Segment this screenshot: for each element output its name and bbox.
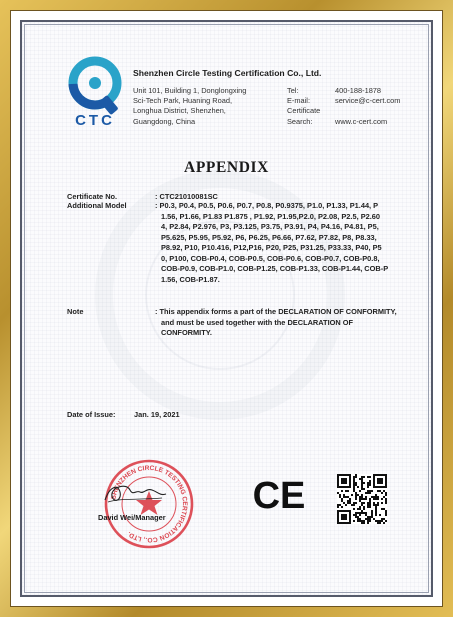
qr-module xyxy=(359,520,361,522)
model-line: COB-P0.9, COB-P1.0, COB-P1.25, COB-P1.33, COB-P1.44, COB-P xyxy=(161,264,389,273)
qr-module xyxy=(351,494,353,496)
qr-module xyxy=(363,520,365,522)
qr-module xyxy=(369,518,371,520)
contact-row-certificate xyxy=(287,106,400,116)
date-of-issue-value: Jan. 19, 2021 xyxy=(134,410,180,419)
qr-code-icon xyxy=(337,474,387,524)
stamp-text: SHENZHEN CIRCLE TESTING CERTIFICATION CO., LTD. xyxy=(110,464,189,544)
qr-module xyxy=(385,494,387,496)
qr-module xyxy=(357,520,359,522)
note-line: : This appendix forms a part of the DECLARATION OF CONFORMITY, xyxy=(155,307,397,316)
qr-module xyxy=(355,474,357,476)
qr-module xyxy=(375,496,377,498)
qr-module xyxy=(369,506,371,508)
qr-module xyxy=(347,502,349,504)
qr-module xyxy=(373,498,375,500)
address-line: Unit 101, Building 1, Donglongxing xyxy=(133,86,247,95)
additional-model-list xyxy=(155,201,402,285)
qr-module xyxy=(385,500,387,502)
qr-module xyxy=(341,490,343,492)
qr-module xyxy=(361,520,363,522)
qr-module xyxy=(355,494,357,496)
contact-label: Search: xyxy=(287,116,313,126)
qr-module xyxy=(357,512,359,514)
qr-module xyxy=(359,498,361,500)
qr-module xyxy=(353,484,355,486)
qr-module xyxy=(367,484,369,486)
qr-module xyxy=(357,508,359,510)
qr-module xyxy=(375,520,377,522)
note-line: CONFORMITY. xyxy=(161,328,212,337)
qr-module xyxy=(379,520,381,522)
qr-module xyxy=(369,516,371,518)
qr-module xyxy=(375,508,377,510)
model-line: P5.625, P5.95, P5.92, P6, P6.25, P6.66, P7.62, P7.82, P8, P8.33, xyxy=(161,232,377,242)
qr-module xyxy=(361,486,363,488)
qr-module xyxy=(383,490,385,492)
qr-module xyxy=(367,522,369,524)
qr-module xyxy=(361,522,363,524)
qr-module xyxy=(369,480,371,482)
qr-module xyxy=(353,478,355,480)
model-line: 0, P100, COB-P0.4, COB-P0.5, COB-P0.6, COB-P0.7, COB-P0.8, xyxy=(161,253,380,263)
qr-module xyxy=(385,510,387,512)
qr-module xyxy=(357,518,359,520)
qr-module xyxy=(363,506,365,508)
qr-module xyxy=(361,488,363,490)
qr-module xyxy=(343,502,345,504)
qr-module xyxy=(377,498,379,500)
qr-module xyxy=(373,504,375,506)
qr-module xyxy=(385,502,387,504)
ce-mark-text: CE xyxy=(252,475,306,514)
qr-module xyxy=(353,482,355,484)
qr-module xyxy=(353,520,355,522)
qr-module xyxy=(361,482,363,484)
contact-label: Certificate xyxy=(287,106,321,116)
qr-module xyxy=(369,484,371,486)
qr-module xyxy=(361,476,363,478)
qr-module xyxy=(361,510,363,512)
qr-module xyxy=(365,512,367,514)
qr-module xyxy=(337,506,339,508)
qr-module xyxy=(353,486,355,488)
qr-module xyxy=(359,490,361,492)
qr-module xyxy=(359,512,361,514)
qr-module xyxy=(385,492,387,494)
qr-module xyxy=(375,514,377,516)
note-label: Note xyxy=(67,307,84,316)
qr-module xyxy=(353,476,355,478)
model-line: 1.56, P1.66, P1.83 P1.875 , P1.92, P1.95,P2.0, P2.08, P2.5, P2.60 xyxy=(161,211,381,221)
qr-module xyxy=(381,518,383,520)
qr-module xyxy=(367,518,369,520)
qr-module xyxy=(347,500,349,502)
qr-module xyxy=(369,482,371,484)
qr-module xyxy=(361,512,363,514)
qr-module xyxy=(365,498,367,500)
qr-module xyxy=(375,510,377,512)
qr-module xyxy=(349,502,351,504)
qr-module xyxy=(365,514,367,516)
qr-module xyxy=(359,478,361,480)
qr-module xyxy=(367,490,369,492)
model-line: 4, P2.84, P2.976, P3, P3.125, P3.75, P3.91, P4, P4.16, P4.81, P5, xyxy=(161,222,379,231)
qr-module xyxy=(367,476,369,478)
qr-module xyxy=(365,518,367,520)
company-address xyxy=(133,86,246,127)
model-line: 1.56, COB-P1.87. xyxy=(161,274,220,284)
qr-module xyxy=(367,506,369,508)
certificate-no-value: : CTC21010081SC xyxy=(155,192,218,201)
qr-module xyxy=(385,498,387,500)
qr-module xyxy=(375,512,377,514)
qr-module xyxy=(385,512,387,514)
qr-module xyxy=(363,488,365,490)
qr-module xyxy=(379,522,381,524)
contact-label: Tel: xyxy=(287,86,299,95)
qr-module xyxy=(367,482,369,484)
qr-module xyxy=(381,520,383,522)
qr-module xyxy=(381,498,383,500)
qr-module xyxy=(341,506,343,508)
qr-module xyxy=(375,506,377,508)
contact-label: E-mail: xyxy=(287,96,310,106)
qr-module xyxy=(363,502,365,504)
contact-row-email xyxy=(287,96,400,106)
qr-module xyxy=(359,500,361,502)
company-name: Shenzhen Circle Testing Certification Co., Ltd. xyxy=(133,68,322,78)
qr-module xyxy=(383,518,385,520)
qr-module xyxy=(355,476,357,478)
qr-module xyxy=(361,498,363,500)
qr-module xyxy=(339,494,341,496)
qr-module xyxy=(381,502,383,504)
address-line: Sci-Tech Park, Huaning Road, xyxy=(133,96,233,106)
qr-module xyxy=(365,492,367,494)
qr-module xyxy=(383,496,385,498)
qr-module xyxy=(373,496,375,498)
qr-module xyxy=(363,522,365,524)
qr-module xyxy=(361,480,363,482)
qr-module xyxy=(371,512,373,514)
qr-module xyxy=(355,482,357,484)
qr-module xyxy=(361,494,363,496)
qr-module xyxy=(369,500,371,502)
qr-module xyxy=(353,502,355,504)
address-line: Guangdong, China xyxy=(133,116,196,126)
qr-module xyxy=(353,480,355,482)
note-line: and must be used together with the DECLARATION OF xyxy=(161,317,354,327)
signatory-name: David Wei/Manager xyxy=(98,513,166,522)
address-line: Longhua District, Shenzhen, xyxy=(133,106,226,116)
qr-module xyxy=(357,516,359,518)
qr-module xyxy=(353,488,355,490)
qr-module xyxy=(363,508,365,510)
contact-value: 400-188-1878 xyxy=(335,86,382,95)
qr-module xyxy=(349,500,351,502)
qr-module xyxy=(359,518,361,520)
qr-module xyxy=(363,512,365,514)
qr-module xyxy=(367,516,369,518)
qr-module xyxy=(367,492,369,494)
qr-module xyxy=(369,490,371,492)
qr-module xyxy=(371,496,373,498)
qr-module xyxy=(375,504,377,506)
qr-finder xyxy=(341,478,347,484)
qr-module xyxy=(367,486,369,488)
qr-module xyxy=(357,494,359,496)
qr-module xyxy=(383,522,385,524)
qr-module xyxy=(355,512,357,514)
date-of-issue-label: Date of Issue: xyxy=(67,410,116,419)
qr-module xyxy=(361,502,363,504)
qr-module xyxy=(359,496,361,498)
qr-module xyxy=(359,506,361,508)
model-line: P8.92, P10, P10.416, P12,P16, P20, P25, P31.25, P33.33, P40, P5 xyxy=(161,243,382,252)
qr-module xyxy=(363,482,365,484)
model-line: : P0.3, P0.4, P0.5, P0.6, P0.7, P0.8, P0.9375, P1.0, P1.33, P1.44, P xyxy=(155,201,379,210)
qr-module xyxy=(377,496,379,498)
qr-module xyxy=(371,490,373,492)
qr-module xyxy=(345,496,347,498)
qr-module xyxy=(381,492,383,494)
qr-module xyxy=(359,514,361,516)
qr-module xyxy=(349,498,351,500)
qr-module xyxy=(359,508,361,510)
qr-module xyxy=(371,514,373,516)
qr-module xyxy=(339,504,341,506)
contact-block xyxy=(287,86,400,127)
qr-module xyxy=(371,510,373,512)
qr-module xyxy=(351,504,353,506)
qr-module xyxy=(361,496,363,498)
contact-row-search xyxy=(287,117,400,127)
qr-module xyxy=(365,496,367,498)
qr-module xyxy=(355,502,357,504)
qr-module xyxy=(377,504,379,506)
qr-module xyxy=(355,484,357,486)
qr-module xyxy=(347,496,349,498)
qr-module xyxy=(357,486,359,488)
document-title: APPENDIX xyxy=(184,159,269,176)
qr-finder xyxy=(341,514,347,520)
qr-finder xyxy=(377,478,383,484)
qr-module xyxy=(361,478,363,480)
contact-row-tel xyxy=(287,86,400,96)
qr-module xyxy=(369,476,371,478)
qr-module xyxy=(373,518,375,520)
qr-module xyxy=(347,490,349,492)
qr-module xyxy=(355,516,357,518)
qr-module xyxy=(363,498,365,500)
qr-module xyxy=(343,496,345,498)
qr-module xyxy=(367,504,369,506)
note-text xyxy=(155,307,402,339)
qr-module xyxy=(381,508,383,510)
qr-module xyxy=(375,494,377,496)
qr-module xyxy=(345,504,347,506)
qr-module xyxy=(367,520,369,522)
brand-name: CTC xyxy=(75,112,115,129)
qr-module xyxy=(355,496,357,498)
qr-module xyxy=(383,508,385,510)
qr-module xyxy=(377,520,379,522)
qr-module xyxy=(353,514,355,516)
qr-module xyxy=(369,504,371,506)
qr-module xyxy=(377,522,379,524)
qr-module xyxy=(377,490,379,492)
qr-module xyxy=(337,492,339,494)
qr-module xyxy=(375,498,377,500)
qr-module xyxy=(353,490,355,492)
qr-module xyxy=(355,514,357,516)
qr-module xyxy=(337,504,339,506)
ce-mark-icon xyxy=(246,474,312,514)
qr-module xyxy=(369,498,371,500)
qr-module xyxy=(355,498,357,500)
qr-module xyxy=(385,514,387,516)
additional-model-label: Additional Model xyxy=(67,201,127,210)
qr-module xyxy=(369,502,371,504)
qr-module xyxy=(361,484,363,486)
qr-module xyxy=(353,508,355,510)
qr-module xyxy=(355,492,357,494)
qr-module xyxy=(385,520,387,522)
qr-module xyxy=(341,500,343,502)
qr-module xyxy=(353,504,355,506)
contact-value: www.c-cert.com xyxy=(335,116,388,126)
qr-module xyxy=(369,492,371,494)
qr-module xyxy=(363,476,365,478)
qr-module xyxy=(339,496,341,498)
qr-module xyxy=(377,502,379,504)
qr-module xyxy=(371,516,373,518)
qr-module xyxy=(379,514,381,516)
certificate-no-label: Certificate No. xyxy=(67,192,118,201)
qr-module xyxy=(345,490,347,492)
qr-module xyxy=(361,504,363,506)
qr-module xyxy=(341,498,343,500)
contact-value: service@c-cert.com xyxy=(335,96,401,106)
qr-module xyxy=(369,520,371,522)
qr-module xyxy=(343,494,345,496)
qr-module xyxy=(367,502,369,504)
signature-mark xyxy=(100,478,170,508)
qr-module xyxy=(379,490,381,492)
qr-module xyxy=(373,502,375,504)
